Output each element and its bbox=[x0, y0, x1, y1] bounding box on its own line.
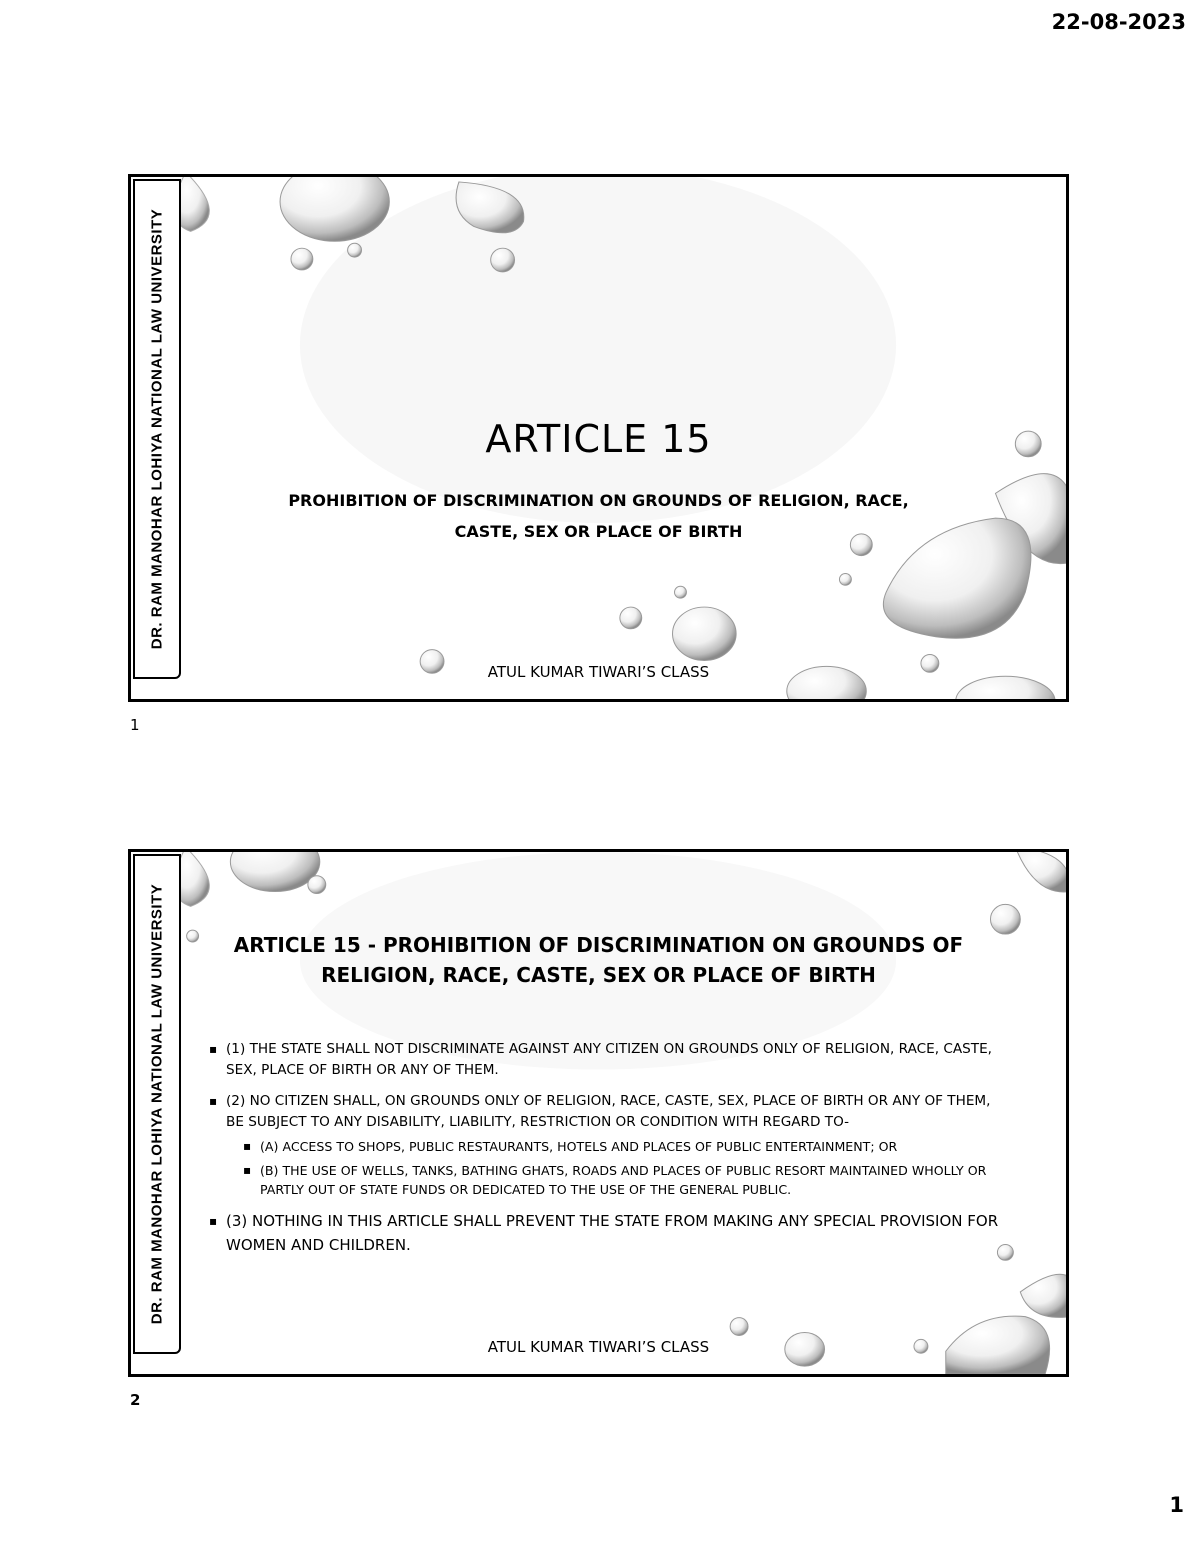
slide-title: ARTICLE 15 - PROHIBITION OF DISCRIMINATION ON GROUNDS OF RELIGION, RACE, CASTE, SEX OR PLACE OF BIRTH bbox=[233, 933, 964, 987]
slide-footer: ATUL KUMAR TIWARI’S CLASS bbox=[487, 1338, 710, 1356]
slide-2 bbox=[128, 849, 1069, 1377]
university-name: DR. RAM MANOHAR LOHIYA NATIONAL LAW UNIVERSITY bbox=[148, 208, 166, 650]
bullet-item: ▪ (1) THE STATE SHALL NOT DISCRIMINATE AGAINST ANY CITIZEN ON GROUNDS ONLY OF RELIGION, RACE, CASTE, SEX, PLACE OF BIRTH OR ANY OF THEM. bbox=[209, 1039, 1009, 1081]
slide-number: 2 bbox=[130, 1391, 141, 1409]
sub-bullet-item: ▪ (B) THE USE OF WELLS, TANKS, BATHING GHATS, ROADS AND PLACES OF PUBLIC RESORT MAINTAINED WHOLLY OR PARTLY OUT OF STATE FUNDS OR DEDICATED TO THE USE OF THE GENERAL PUBLIC. bbox=[243, 1161, 1009, 1199]
bullet-list bbox=[209, 1039, 1009, 1267]
slide-footer: ATUL KUMAR TIWARI’S CLASS bbox=[487, 663, 710, 681]
university-name: DR. RAM MANOHAR LOHIYA NATIONAL LAW UNIVERSITY bbox=[148, 883, 166, 1325]
slide-title: ARTICLE 15 bbox=[485, 417, 712, 461]
slide-number: 1 bbox=[130, 716, 140, 734]
bullet-text: (2) NO CITIZEN SHALL, ON GROUNDS ONLY OF RELIGION, RACE, CASTE, SEX, PLACE OF BIRTH OR ANY OF THEM, BE SUBJECT TO ANY DISABILITY, LIABILITY, RESTRICTION OR CONDITION WITH REGARD TO- bbox=[226, 1093, 991, 1130]
bullet-item: ▪ (3) NOTHING IN THIS ARTICLE SHALL PREVENT THE STATE FROM MAKING ANY SPECIAL PROVISION FOR WOMEN AND CHILDREN. bbox=[209, 1209, 1009, 1257]
page-date: 22-08-2023 bbox=[1051, 10, 1186, 34]
page-number: 1 bbox=[1169, 1493, 1184, 1517]
slide-1 bbox=[128, 174, 1069, 702]
sub-bullet-list bbox=[226, 1137, 1009, 1199]
bullet-item bbox=[209, 1091, 1009, 1199]
slide-subtitle: PROHIBITION OF DISCRIMINATION ON GROUNDS OF RELIGION, RACE, CASTE, SEX OR PLACE OF BIRTH bbox=[288, 491, 909, 541]
sub-bullet-item: ▪ (A) ACCESS TO SHOPS, PUBLIC RESTAURANTS, HOTELS AND PLACES OF PUBLIC ENTERTAINMENT; OR bbox=[243, 1137, 1009, 1156]
university-sidebar bbox=[133, 854, 181, 1354]
